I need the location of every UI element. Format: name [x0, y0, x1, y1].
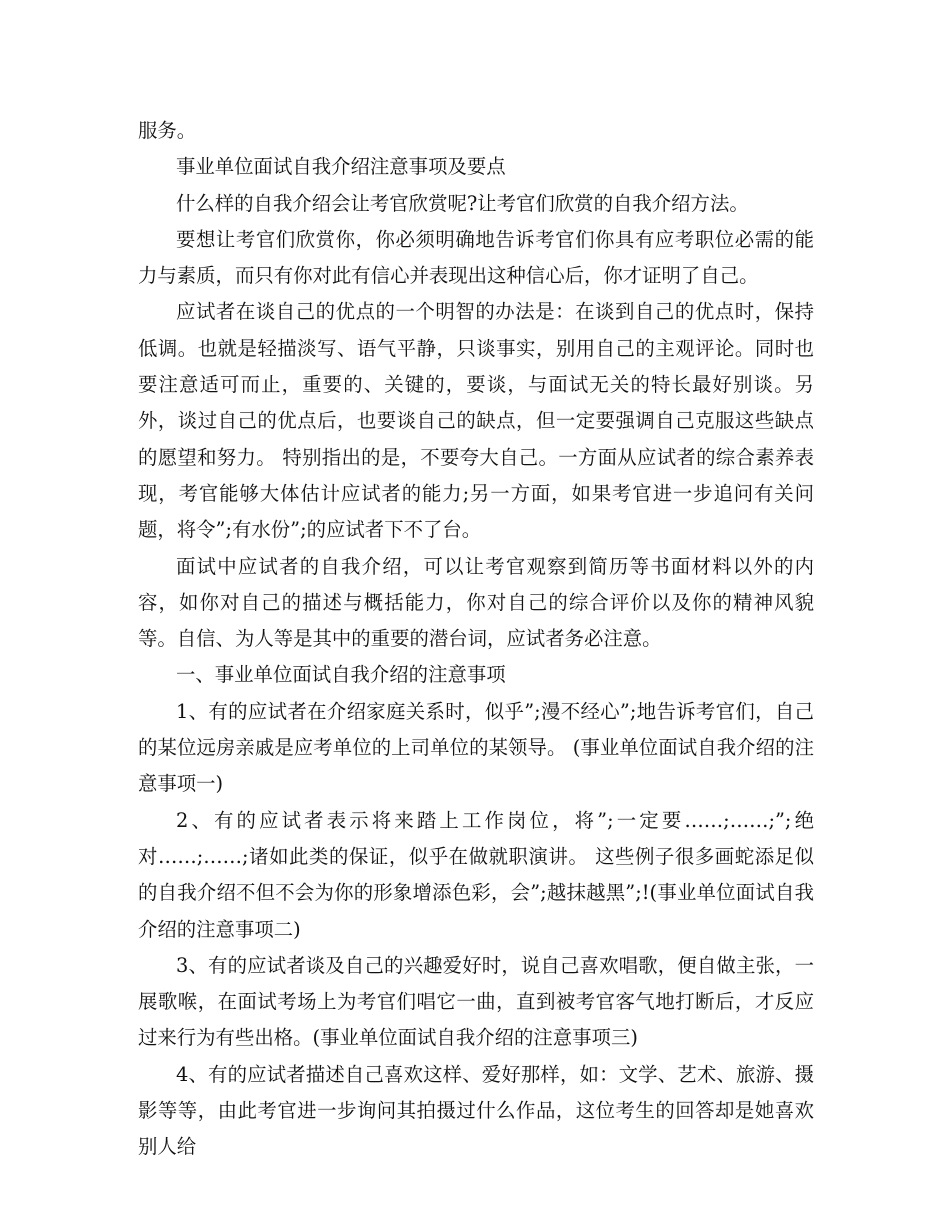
paragraph: 面试中应试者的自我介绍，可以让考官观察到简历等书面材料以外的内容，如你对自己的描述与概括能力，你对自己的综合评价以及你的精神风貌等。自信、为人等是其中的重要的潜台词，应试者务必注意。: [138, 554, 814, 651]
paragraph: 要想让考官们欣赏你，你必须明确地告诉考官们你具有应考职位必需的能力与素质，而只有你对此有信心并表现出这种信心后，你才证明了自己。: [138, 227, 814, 288]
list-item: 3、有的应试者谈及自己的兴趣爱好时，说自己喜欢唱歌，便自做主张，一展歌喉，在面试考场上为考官们唱它一曲，直到被考官客气地打断后，才反应过来行为有些出格。(事业单位面试自我介绍的注意事项三): [138, 953, 814, 1050]
paragraph: 服务。: [138, 119, 197, 142]
document-body: [138, 113, 814, 1166]
section-heading: 一、事业单位面试自我介绍的注意事项: [176, 663, 506, 687]
section-heading: 事业单位面试自我介绍注意事项及要点: [176, 155, 506, 179]
list-item: 2、有的应试者表示将来踏上工作岗位，将”;一定要……;……;”;绝对……;……;诸如此类的保证，似乎在做就职演讲。 这些例子很多画蛇添足似的自我介绍不但不会为你的形象增添色彩，会”;越抹越黑”;!(事业单位面试自我介绍的注意事项二): [138, 808, 814, 941]
list-item: 4、有的应试者描述自己喜欢这样、爱好那样，如：文学、艺术、旅游、摄影等等，由此考官进一步询问其拍摄过什么作品，这位考生的回答却是她喜欢别人给: [138, 1062, 814, 1159]
paragraph: 应试者在谈自己的优点的一个明智的办法是：在谈到自己的优点时，保持低调。也就是轻描淡写、语气平静，只谈事实，别用自己的主观评论。同时也要注意适可而止，重要的、关键的，要谈，与面试无关的特长最好别谈。另外，谈过自己的优点后，也要谈自己的缺点，但一定要强调自己克服这些缺点的愿望和努力。 特别指出的是，不要夸大自己。一方面从应试者的综合素养表现，考官能够大体估计应试者的能力;另一方面，如果考官进一步追问有关问题，将令”;有水份”;的应试者下不了台。: [138, 300, 814, 542]
paragraph: 什么样的自我介绍会让考官欣赏呢?让考官们欣赏的自我介绍方法。: [176, 191, 749, 215]
list-item: 1、有的应试者在介绍家庭关系时，似乎”;漫不经心”;地告诉考官们，自己的某位远房亲戚是应考单位的上司单位的某领导。 (事业单位面试自我介绍的注意事项一): [138, 699, 814, 796]
